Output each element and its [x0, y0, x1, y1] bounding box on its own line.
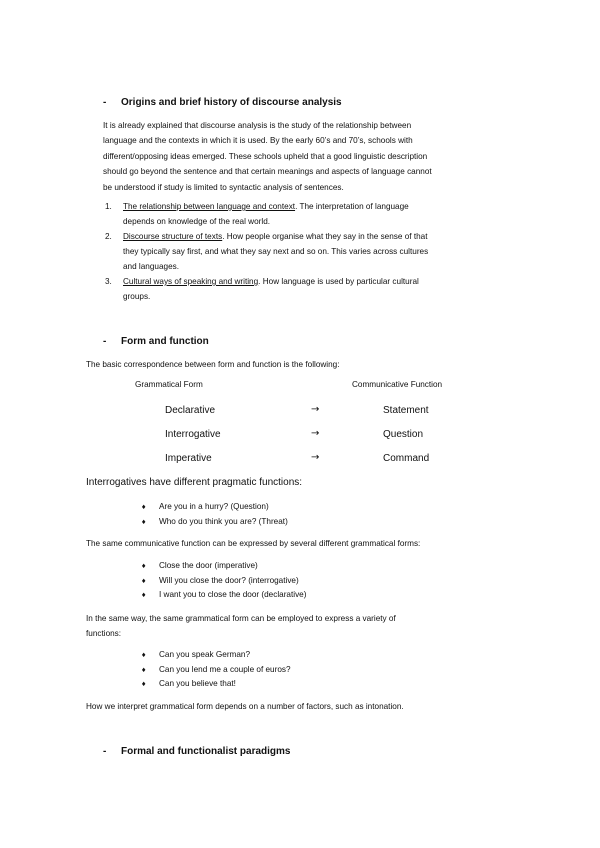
arrow-icon: →	[311, 404, 320, 415]
heading-text: Formal and functionalist paradigms	[121, 746, 291, 757]
table-cell-function: Question	[383, 429, 424, 440]
list-text: Are you in a hurry? (Question)	[159, 502, 269, 511]
list-term: Cultural ways of speaking and writing	[123, 277, 259, 286]
same-form-text	[86, 611, 506, 642]
table-cell-form: Declarative	[165, 405, 216, 416]
interrogatives-title: Interrogatives have different pragmatic functions:	[86, 477, 303, 488]
section-heading-origins	[103, 97, 342, 108]
diamond-bullet-icon: ♦	[141, 563, 147, 570]
list-continuation: depends on knowledge of the real world.	[123, 217, 271, 226]
list-text: . How people organise what they say in the sense of that	[222, 232, 428, 241]
schools-list	[105, 199, 500, 309]
diamond-bullet-icon: ♦	[141, 504, 147, 511]
list-number: 1.	[105, 202, 112, 211]
heading-text: Origins and brief history of discourse analysis	[121, 97, 342, 108]
list-text: I want you to close the door (declarative)	[159, 590, 307, 600]
forms-list	[141, 559, 461, 604]
list-text: . How language is used by particular cultural	[258, 277, 419, 286]
list-text: Can you believe that!	[159, 679, 236, 689]
list-text: Can you speak German?	[159, 650, 251, 659]
diamond-bullet-icon: ♦	[141, 577, 147, 585]
list-text: Will you close the door? (interrogative)	[159, 575, 299, 585]
table-cell-function: Statement	[383, 405, 429, 416]
diamond-bullet-icon: ♦	[141, 592, 147, 600]
functions-list	[141, 648, 461, 693]
diamond-bullet-icon: ♦	[141, 681, 147, 689]
conclusion-text: How we interpret grammatical form depends on a number of factors, such as intonation.	[86, 702, 404, 711]
paragraph-line: It is already explained that discourse analysis is the study of the relationship between	[103, 121, 412, 130]
heading-text: Form and function	[121, 336, 209, 347]
arrow-icon: →	[311, 452, 320, 463]
list-term: The relationship between language and context	[123, 202, 296, 211]
origins-paragraph	[103, 118, 503, 195]
heading-dash: -	[103, 97, 107, 108]
paragraph-line: be understood if study is limited to syntactic analysis of sentences.	[103, 182, 344, 192]
list-text: Can you lend me a couple of euros?	[159, 664, 291, 674]
list-text: Close the door (imperative)	[159, 561, 258, 570]
column-header-function: Communicative Function	[352, 380, 443, 389]
list-number: 3.	[105, 277, 112, 286]
paragraph-line: should go beyond the sentence and that certain meanings and aspects of language cannot	[103, 167, 432, 177]
heading-dash: -	[103, 746, 107, 757]
paragraph-line: different/opposing ideas emerged. These schools upheld that a good linguistic description	[103, 151, 428, 161]
same-function-text: The same communicative function can be expressed by several different grammatical forms:	[86, 539, 421, 548]
diamond-bullet-icon: ♦	[141, 518, 147, 526]
column-header-form: Grammatical Form	[135, 380, 203, 389]
diamond-bullet-icon: ♦	[141, 652, 147, 659]
form-function-intro: The basic correspondence between form and function is the following:	[86, 360, 340, 369]
list-number: 2.	[105, 232, 112, 241]
paragraph-line: In the same way, the same grammatical form can be employed to express a variety of	[86, 614, 396, 623]
list-text: . The interpretation of language	[295, 202, 409, 211]
section-heading-paradigms	[103, 746, 290, 757]
section-heading-form-function	[103, 336, 209, 347]
table-cell-form: Imperative	[165, 453, 212, 464]
diamond-bullet-icon: ♦	[141, 666, 147, 674]
table-cell-form: Interrogative	[165, 429, 221, 440]
paragraph-line: language and the contexts in which it is used. By the early 60’s and 70’s, schools with	[103, 136, 413, 146]
interrogatives-list	[141, 500, 461, 530]
arrow-icon: →	[311, 428, 320, 439]
list-text: Who do you think you are? (Threat)	[159, 516, 288, 526]
list-term: Discourse structure of texts	[123, 232, 223, 241]
list-continuation: groups.	[123, 292, 151, 301]
list-continuation: they typically say first, and what they say next and so on. This varies across cultures	[123, 247, 429, 256]
list-continuation: and languages.	[123, 262, 179, 271]
heading-dash: -	[103, 336, 107, 347]
paragraph-line: functions:	[86, 629, 122, 639]
table-cell-function: Command	[383, 453, 430, 464]
